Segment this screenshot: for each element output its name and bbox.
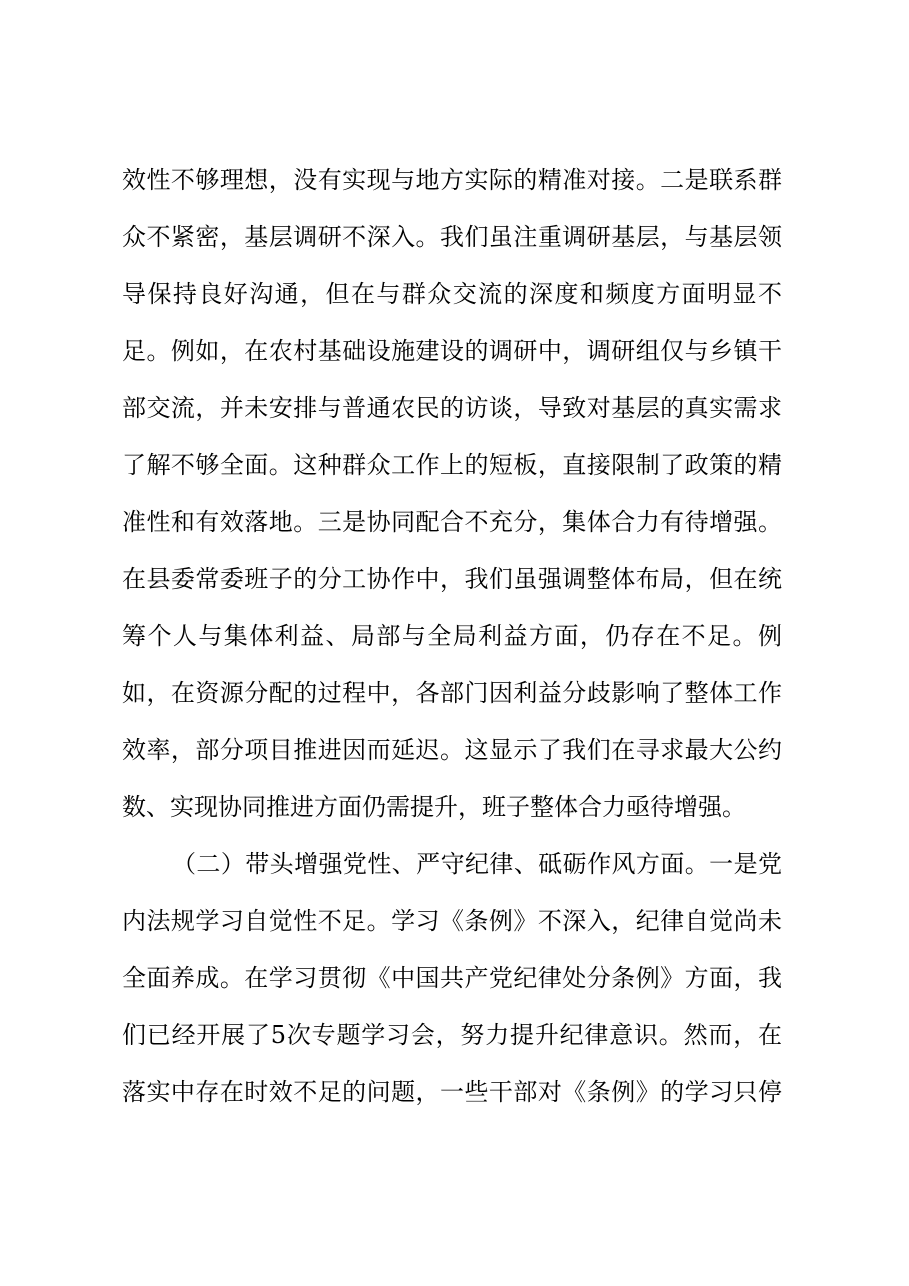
- section-heading-line: （二）带头增强党性、严守纪律、砥砺作风方面。一是党: [172, 850, 782, 878]
- text-line-1: 效性不够理想，没有实现与地方实际的精准对接。二是联系群: [122, 166, 782, 194]
- text-line-5: 部交流，并未安排与普通农民的访谈，导致对基层的真实需求: [122, 394, 782, 422]
- text-line-11: 效率，部分项目推进因而延迟。这显示了我们在寻求最大公约: [122, 736, 782, 764]
- text-line-9: 筹个人与集体利益、局部与全局利益方面，仍存在不足。例: [122, 622, 782, 650]
- text-line-2: 众不紧密，基层调研不深入。我们虽注重调研基层，与基层领: [122, 223, 782, 251]
- text-line-15: 全面养成。在学习贯彻《中国共产党纪律处分条例》方面，我: [122, 964, 782, 992]
- text-line-14: 内法规学习自觉性不足。学习《条例》不深入，纪律自觉尚未: [122, 907, 782, 935]
- text-line-7: 准性和有效落地。三是协同配合不充分，集体合力有待增强。: [122, 508, 782, 536]
- text-line-3: 导保持良好沟通，但在与群众交流的深度和频度方面明显不: [122, 280, 782, 308]
- text-line-6: 了解不够全面。这种群众工作上的短板，直接限制了政策的精: [122, 451, 782, 479]
- text-line-16: 们已经开展了5次专题学习会，努力提升纪律意识。然而，在: [122, 1021, 782, 1049]
- text-line-12: 数、实现协同推进方面仍需提升，班子整体合力亟待增强。: [122, 793, 746, 821]
- text-line-17: 落实中存在时效不足的问题，一些干部对《条例》的学习只停: [122, 1078, 782, 1106]
- text-line-8: 在县委常委班子的分工协作中，我们虽强调整体布局，但在统: [122, 565, 782, 593]
- text-line-10: 如，在资源分配的过程中，各部门因利益分歧影响了整体工作: [122, 679, 782, 707]
- text-line-4: 足。例如，在农村基础设施建设的调研中，调研组仅与乡镇干: [122, 337, 782, 365]
